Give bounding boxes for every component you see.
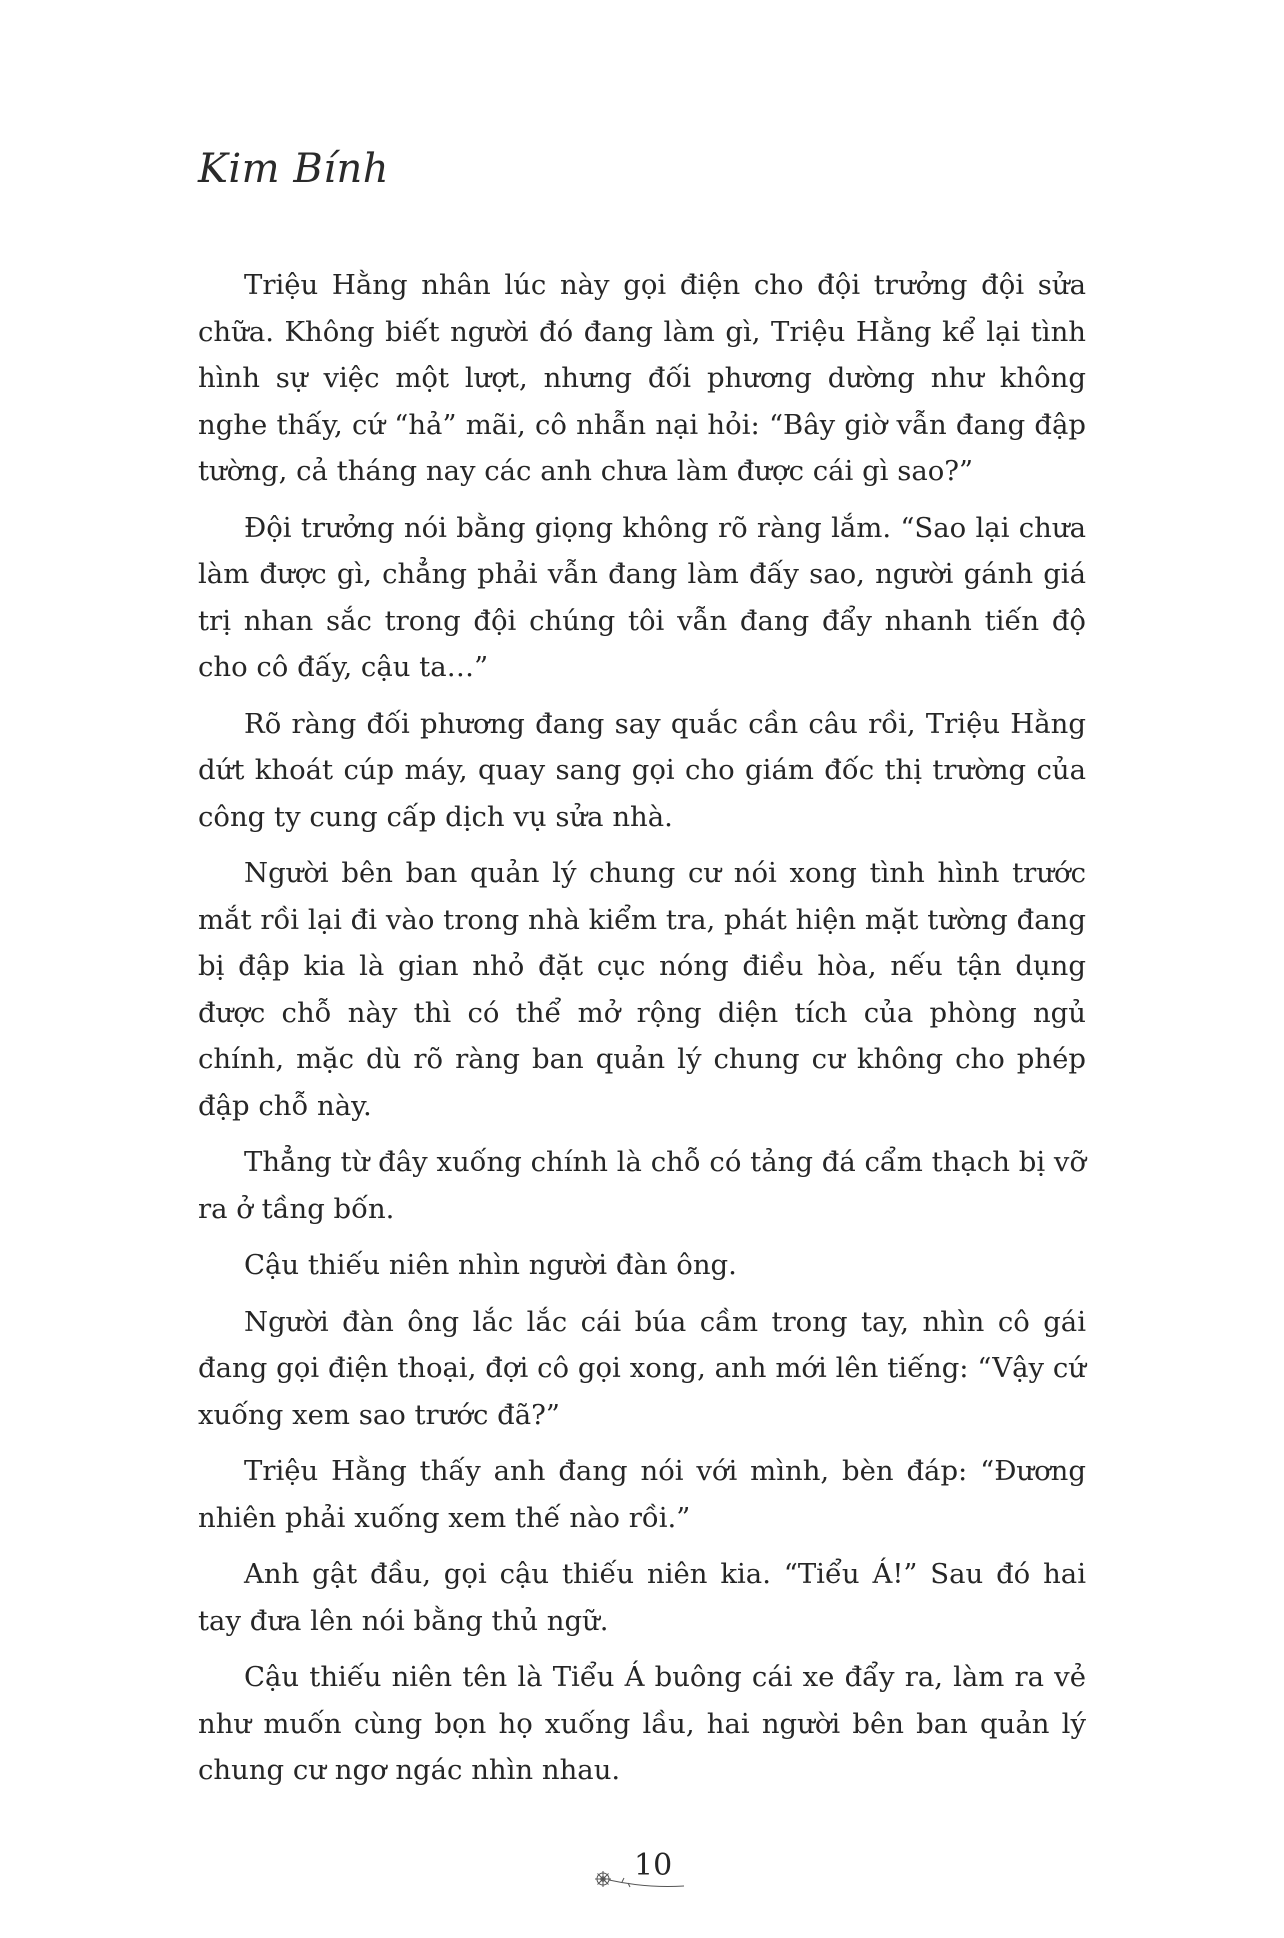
paragraph: Anh gật đầu, gọi cậu thiếu niên kia. “Tiểu Á!” Sau đó hai tay đưa lên nói bằng thủ ngữ.	[198, 1558, 1086, 1637]
paragraph: Triệu Hằng nhân lúc này gọi điện cho đội trưởng đội sửa chữa. Không biết người đó đang làm gì, Triệu Hằng kể lại tình hình sự việc một lượt, nhưng đối phương dường như không nghe thấy, cứ “hả” mãi, cô nhẫn nại hỏi: “Bây giờ vẫn đang đập tường, cả tháng nay các anh chưa làm được cái gì sao?”	[198, 269, 1086, 487]
paragraph: Đội trưởng nói bằng giọng không rõ ràng lắm. “Sao lại chưa làm được gì, chẳng phải vẫn đang làm đấy sao, người gánh giá trị nhan sắc trong đội chúng tôi vẫn đang đẩy nhanh tiến độ cho cô đấy, cậu ta…”	[198, 511, 1086, 683]
paragraph: Cậu thiếu niên nhìn người đàn ông.	[244, 1249, 737, 1281]
paragraph: Người đàn ông lắc lắc cái búa cầm trong tay, nhìn cô gái đang gọi điện thoại, đợi cô gọi xong, anh mới lên tiếng: “Vậy cứ xuống xem sao trước đã?”	[198, 1305, 1086, 1431]
body-text	[198, 262, 1086, 1804]
paragraph: Rõ ràng đối phương đang say quắc cần câu rồi, Triệu Hằng dứt khoát cúp máy, quay sang gọi cho giám đốc thị trường của công ty cung cấp dịch vụ sửa nhà.	[198, 707, 1086, 833]
paragraph: Thẳng từ đây xuống chính là chỗ có tảng đá cẩm thạch bị vỡ ra ở tầng bốn.	[198, 1146, 1086, 1225]
page-number: 10	[634, 1848, 673, 1883]
paragraph: Triệu Hằng thấy anh đang nói với mình, bèn đáp: “Đương nhiên phải xuống xem thế nào rồi.”	[198, 1455, 1086, 1534]
paragraph: Người bên ban quản lý chung cư nói xong tình hình trước mắt rồi lại đi vào trong nhà kiểm tra, phát hiện mặt tường đang bị đập kia là gian nhỏ đặt cục nóng điều hòa, nếu tận dụng được chỗ này thì có thể mở rộng diện tích của phòng ngủ chính, mặc dù rõ ràng ban quản lý chung cư không cho phép đập chỗ này.	[198, 857, 1086, 1122]
page-footer	[0, 1848, 1284, 1898]
paragraph: Cậu thiếu niên tên là Tiểu Á buông cái xe đẩy ra, làm ra vẻ như muốn cùng bọn họ xuống lầu, hai người bên ban quản lý chung cư ngơ ngác nhìn nhau.	[198, 1661, 1086, 1786]
running-title: Kim Bính	[198, 146, 390, 192]
